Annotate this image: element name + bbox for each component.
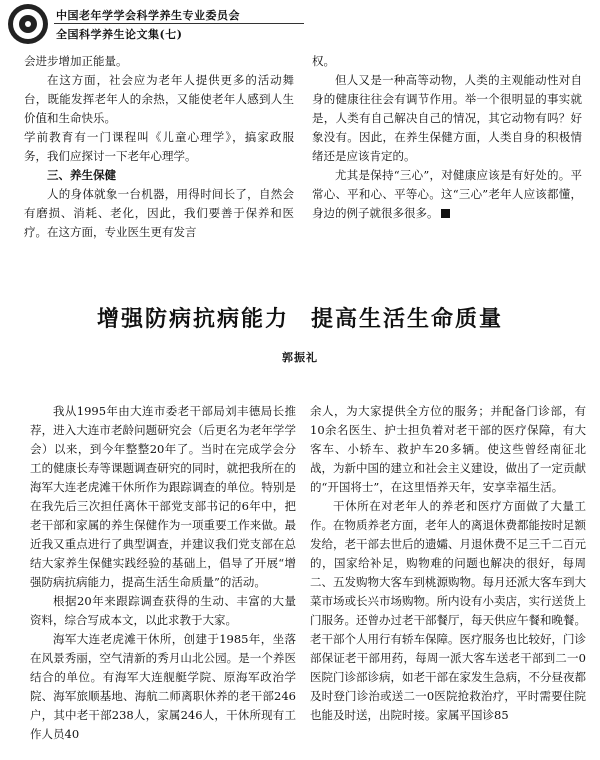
article-title-part-2: 提高生活生命质量 (311, 306, 504, 332)
paragraph: 会进步增加正能量。 (24, 54, 128, 68)
paragraph: 在这方面，社会应为老年人提供更多的活动舞台，既能发挥老年人的余热，又能使老年人感到人生价值和生命快乐。 (24, 73, 294, 125)
prev-article-left-column (24, 52, 294, 239)
paragraph: 权。 (312, 54, 335, 68)
paragraph: 人的身体就象一台机器，用得时间长了，自然会有磨损、消耗、老化，因此，我们要善于保养和医疗。在这方面，专业医生更有发言 (24, 187, 294, 239)
paragraph (312, 166, 582, 223)
article-title-part-1: 增强防病抗病能力 (96, 306, 289, 332)
section-heading: 三、养生保健 (47, 168, 116, 182)
header-org-name: 中国老年学学会科学养生专业委员会 (56, 9, 240, 22)
paragraph: 干休所在对老年人的养老和医疗方面做了大量工作。在物质养老方面，老年人的离退休费都能按时足额发给，老干部去世后的遗孀、月退休费不足三千二百元的，国家给补足，购物难的问题也解决的很好，每周二、五发购物大客车到桃源购物。每月还派大客车到大菜市场或长兴市场购物。所内设有小卖店，实行送货上门服务。还曾办过老干部餐厅，每天供应午餐和晚餐。老干部个人用行有轿车保障。医疗服务也比较好，门诊部保证老干部用药，每周一派大客车送老干部到二一0医院门诊部诊病，如老干部在家发生急病，不分昼夜都及时登门诊治或送二一0医院抢救治疗，平时需要住院也能及时送，出院时接。家属平国诊85 (310, 499, 586, 722)
article-author: 郭振礼 (282, 351, 318, 364)
prev-article-right-column (312, 52, 582, 220)
paragraph: 根据20年来跟踪调查获得的生动、丰富的大量资料，综合写成本文，以此求教于大家。 (30, 594, 296, 627)
article-title (0, 302, 600, 333)
paragraph-text: 尤其是保持“三心”，对健康应该是有好处的。平常心、平和心、平等心。这“三心”老年人应该都懂，身边的例子就很多很多。 (312, 168, 582, 220)
running-header (8, 4, 598, 48)
society-logo-icon (8, 4, 48, 44)
paragraph: 学前教育有一门课程叫《儿童心理学》，搞家政服务，我们应探讨一下老年心理学。 (24, 130, 294, 163)
paragraph: 我从1995年由大连市委老干部局刘丰德局长推荐，进入大连市老龄问题研究会（后更名为老年学学会）以来，到今年整整20年了。当时在完成学会分工的健康长寿等课题调查研究的同时，就把我所在的海军大连老虎滩干休所作为跟踪调查的单位。特别是在我先后三次担任离休干部党支部书记的6年中，把老干部和家属的养生保健作为一项重要工作来做。最近我又重点进行了典型调查，并建议我们党支部在总结大家养生保健实践经验的基础上，倡导了开展“增强防病抗病能力，提高生活生命质量”的活动。 (30, 404, 296, 589)
article-right-column (310, 402, 586, 760)
end-of-article-mark (441, 209, 450, 218)
paragraph: 海军大连老虎滩干休所，创建于1985年，坐落在风景秀丽，空气清新的秀月山北公园。是一个养医结合的单位。有海军大连舰艇学院、原海军政治学院、海军旅顺基地、海航二师离职休养的老干部246户，其中老干部238人，家属246人，干休所现有工作人员40 (30, 632, 296, 741)
header-rule (54, 23, 304, 24)
paragraph: 余人，为大家提供全方位的服务；并配备门诊部，有10余名医生、护士担负着对老干部的医疗保障，有大客车、小轿车、救护车20多辆。使这些曾经南征北战，为新中国的建立和社会主义建设，做出了一定贡献的“开国将士”，在这里悟养天年，安享幸福生活。 (310, 404, 586, 494)
paragraph: 但人又是一种高等动物，人类的主观能动性对自身的健康往往会有调节作用。举一个很明显的事实就是，人类有自己解决自己的情况，其它动物有吗？好象没有。因此，在养生保健方面，人类自身的积极情绪还是应该肯定的。 (312, 73, 582, 163)
article-left-column (30, 402, 296, 760)
header-series-title: 全国科学养生论文集(七) (56, 28, 183, 41)
